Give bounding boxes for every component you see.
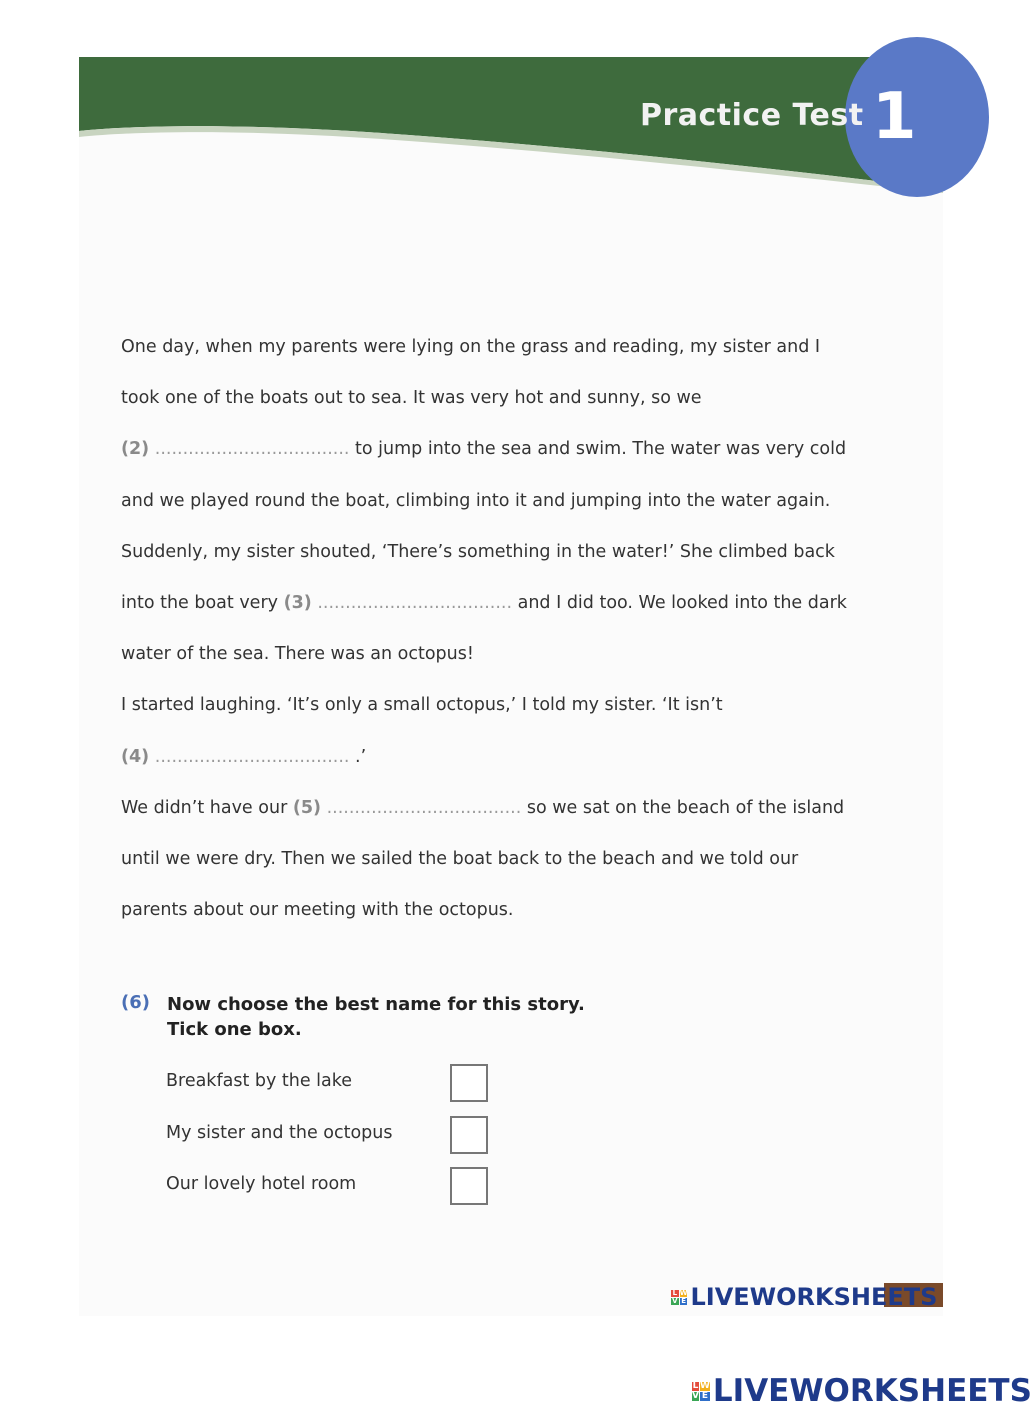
- story-line: I started laughing. ‘It’s only a small octopus,’ I told my sister. ‘It isn’t: [121, 695, 723, 716]
- gap-number: (4): [121, 746, 150, 767]
- gap-number: (3): [283, 592, 312, 613]
- question-line-2: Tick one box.: [167, 1019, 302, 1040]
- option-row: [166, 1167, 496, 1211]
- option-label: Our lovely hotel room: [166, 1174, 357, 1194]
- banner-badge: [845, 37, 989, 197]
- option-row: [166, 1116, 496, 1160]
- story-line: parents about our meeting with the octopus.: [121, 900, 514, 921]
- gap-blank[interactable]: ...................................: [154, 439, 350, 460]
- gap-blank[interactable]: ...................................: [326, 797, 522, 818]
- story-line: (4) ................................... .’: [121, 746, 367, 767]
- tick-box[interactable]: [450, 1116, 488, 1154]
- gap-number: (5): [292, 797, 322, 818]
- logo-grid-icon: L W V E: [692, 1380, 710, 1401]
- story-line: took one of the boats out to sea. It was very hot and sunny, so we: [121, 388, 702, 409]
- story-line: water of the sea. There was an octopus!: [121, 644, 474, 665]
- story-line: into the boat very (3) ................................... and I did too. We looked into the dark: [121, 592, 847, 613]
- story-line: We didn’t have our (5) ................................... so we sat on the beach of the island: [121, 797, 845, 818]
- gap-number: (2): [121, 439, 150, 460]
- story-line: One day, when my parents were lying on the grass and reading, my sister and I: [121, 337, 821, 357]
- question-line-1: Now choose the best name for this story.: [167, 994, 585, 1015]
- logo-grid-icon: L W V E: [672, 1288, 688, 1305]
- tick-box[interactable]: [450, 1064, 488, 1102]
- liveworksheets-logo: [692, 1373, 1032, 1409]
- option-label: My sister and the octopus: [166, 1123, 393, 1143]
- story-line: and we played round the boat, climbing into it and jumping into the water again.: [121, 490, 831, 511]
- question-number: (6): [121, 992, 150, 1013]
- logo-wordmark: LIVEWORKSHEETS: [712, 1373, 1032, 1409]
- gap-blank[interactable]: ...................................: [154, 746, 350, 767]
- gap-blank[interactable]: ...................................: [317, 592, 513, 613]
- story-line: until we were dry. Then we sailed the boat back to the beach and we told our: [121, 848, 799, 869]
- logo-wordmark: LIVEWORKSHEETS: [690, 1283, 938, 1311]
- tick-box[interactable]: [450, 1167, 488, 1205]
- story-line: Suddenly, my sister shouted, ‘There’s something in the water!’ She climbed back: [121, 541, 835, 562]
- liveworksheets-logo-inner: [671, 1283, 937, 1311]
- question-prompt: [167, 992, 585, 1042]
- option-label: Breakfast by the lake: [166, 1071, 353, 1091]
- test-number-badge: 1: [872, 80, 917, 154]
- option-row: [166, 1064, 496, 1108]
- page-title: Practice Test: [640, 98, 864, 133]
- story-line: (2) ................................... to jump into the sea and swim. The water was very cold: [121, 439, 847, 460]
- story-text: [121, 322, 851, 936]
